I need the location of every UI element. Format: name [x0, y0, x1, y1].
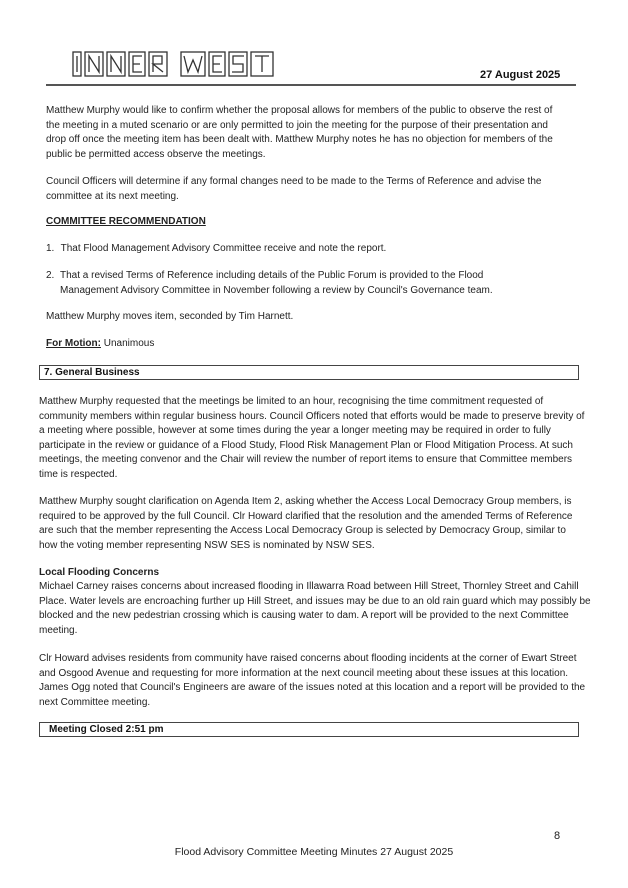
local-flooding-heading: Local Flooding Concerns: [39, 567, 160, 578]
logo-wordmark: [72, 50, 278, 80]
meeting-closed-box: Meeting Closed 2:51 pm: [39, 722, 579, 737]
paragraph-illawarra-road: Michael Carney raises concerns about increased flooding in Illawarra Road between Hill Street, Thornley Street and Cahill Place. Water levels are encroaching further up Hill Street, and issues may be due to an old rain guard which may possibly be blocked and the new pedestrian crossing which is causing water to dam. A report will be provided to the next Committee meeting.: [39, 581, 591, 636]
list-number: 1.: [46, 243, 55, 254]
header-date: 27 August 2025: [480, 69, 561, 81]
section-heading-general-business: 7. General Business: [39, 365, 579, 380]
page-number: 8: [554, 830, 561, 842]
recommendation-heading: COMMITTEE RECOMMENDATION: [46, 216, 206, 227]
motion-result: [46, 337, 346, 352]
paragraph-meeting-duration: Matthew Murphy requested that the meetings be limited to an hour, recognising the time commitment requested of community members within regular business hours. Council Officers noted that efforts would be made to preserve brevity of a meeting where possible, however at some times during the year a longer meeting may be required in order to fully participate in the review or guidance of a Flood Study, Flood Risk Management Plan or Flood Mitigation Process. At such meetings, the meeting convenor and the Chair will review the number of report items to ensure that Committee members time is respected.: [39, 396, 585, 480]
header-divider: [46, 84, 576, 86]
list-text: That a revised Terms of Reference including details of the Public Forum is provided to the Flood Management Advisory Committee in November following a review by Council's Governance team.: [60, 270, 493, 296]
motion-value: Unanimous: [103, 338, 155, 349]
paragraph-access-democracy: Matthew Murphy sought clarification on Agenda Item 2, asking whether the Access Local Democracy Group members, is required to be approved by the full Council. Clr Howard clarified that the resolution and the amended Terms of Reference are such that the member representing the Access Local Democracy Group is selected by Democracy Group, similar to how the voting member representing NSW SES is nominated by NSW SES.: [39, 496, 573, 551]
page-footer: Flood Advisory Committee Meeting Minutes 27 August 2025: [174, 846, 454, 858]
moved-seconded-text: Matthew Murphy moves item, seconded by Tim Harnett.: [46, 311, 294, 322]
paragraph-public-observation: Matthew Murphy would like to confirm whether the proposal allows for members of the public to observe the rest of the meeting in a muted scenario or are only permitted to join the meeting for the purpose of their presentation and drop off once the meeting item has been dealt with. Matthew Murphy notes he has no objection for members of the public be permitted access observe the meetings.: [46, 105, 553, 160]
recommendation-item-1: [46, 242, 566, 257]
list-number: 2.: [46, 270, 55, 281]
motion-label: For Motion:: [46, 338, 101, 349]
svg-text:INNER WEST: INNER WEST: [72, 50, 79, 51]
inner-west-logo: [72, 50, 278, 80]
paragraph-ewart-street: Clr Howard advises residents from community have raised concerns about flooding incidents at the corner of Ewart Street and Osgood Avenue and requesting for more information at the next council meeting about these issues at this location. James Ogg noted that Council's Engineers are aware of the issues noted at this location and a report will be provided to the next Committee meeting.: [39, 653, 586, 708]
paragraph-council-officers: Council Officers will determine if any formal changes need to be made to the Terms of Reference and advise the committee at its next meeting.: [46, 176, 542, 202]
list-text: That Flood Management Advisory Committee receive and note the report.: [60, 243, 387, 254]
recommendation-item-2: [46, 269, 536, 298]
